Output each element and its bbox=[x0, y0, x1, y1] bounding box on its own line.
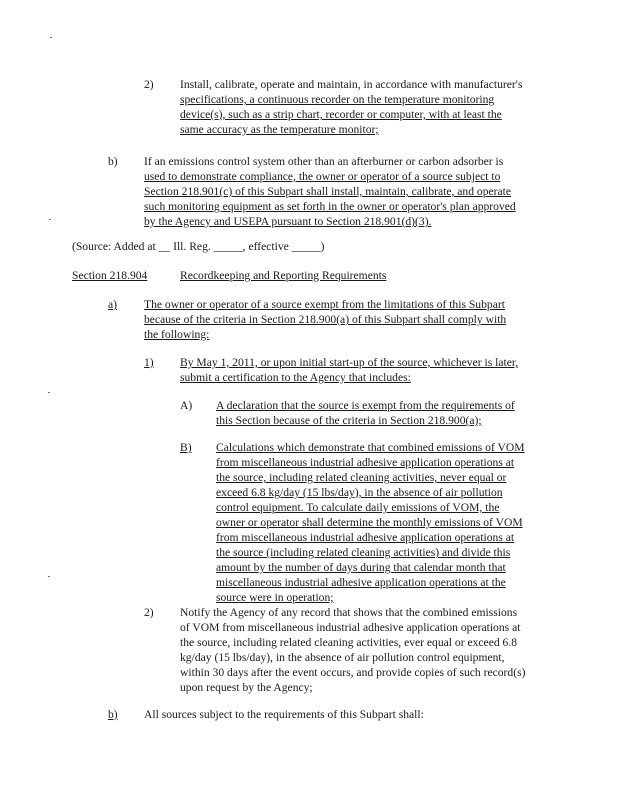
paragraph-line: the source (including related cleaning activities) and divide this bbox=[216, 546, 511, 559]
paragraph-line: used to demonstrate compliance, the owner or operator of a source subject to bbox=[144, 170, 501, 183]
paragraph-line: same accuracy as the temperature monitor; bbox=[180, 123, 379, 136]
paragraph-line: control equipment. To calculate daily emissions of VOM, the bbox=[216, 501, 500, 514]
paragraph-line: A declaration that the source is exempt from the requirements of bbox=[216, 399, 515, 412]
paragraph-line: Notify the Agency of any record that shows that the combined emissions bbox=[180, 606, 518, 619]
paragraph-line: of VOM from miscellaneous industrial adhesive application operations at bbox=[180, 621, 521, 634]
scan-speck bbox=[50, 37, 52, 38]
paragraph-line: specifications, a continuous recorder on the temperature monitoring bbox=[180, 93, 495, 106]
paragraph-line: from miscellaneous industrial adhesive application operations at bbox=[216, 531, 515, 544]
paragraph-line: this Section because of the criteria in Section 218.900(a); bbox=[216, 414, 482, 427]
paragraph-line: kg/day (15 lbs/day), in the absence of air pollution control equipment, bbox=[180, 651, 505, 664]
item-label: A) bbox=[180, 399, 193, 412]
paragraph-line: because of the criteria in Section 218.900(a) of this Subpart shall comply with bbox=[144, 313, 507, 326]
scan-speck bbox=[48, 392, 50, 393]
item-label: 1) bbox=[144, 356, 154, 369]
paragraph-line: By May 1, 2011, or upon initial start-up of the source, whichever is later, bbox=[180, 356, 519, 369]
section-title: Recordkeeping and Reporting Requirements bbox=[180, 269, 387, 282]
paragraph-line: such monitoring equipment as set forth in the owner or operator's plan approved bbox=[144, 200, 516, 213]
paragraph-line: If an emissions control system other than an afterburner or carbon adsorber is bbox=[144, 155, 504, 168]
source-note: (Source: Added at __ Ill. Reg. _____, effective _____) bbox=[72, 240, 325, 253]
paragraph-line: within 30 days after the event occurs, and provide copies of such record(s) bbox=[180, 666, 526, 679]
item-label: a) bbox=[108, 298, 118, 311]
paragraph-line: device(s), such as a strip chart, recorder or computer, with at least the bbox=[180, 108, 502, 121]
paragraph-line: miscellaneous industrial adhesive application operations at the bbox=[216, 576, 506, 589]
paragraph-line: from miscellaneous industrial adhesive application operations at bbox=[216, 456, 515, 469]
paragraph-line: owner or operator shall determine the monthly emissions of VOM bbox=[216, 516, 523, 529]
paragraph-line: Install, calibrate, operate and maintain, in accordance with manufacturer's bbox=[180, 78, 523, 91]
scan-speck bbox=[48, 576, 50, 577]
paragraph-line: All sources subject to the requirements of this Subpart shall: bbox=[144, 708, 424, 721]
paragraph-line: the source, including related cleaning activities, never equal or bbox=[216, 471, 507, 484]
paragraph-line: the source, including related cleaning activities, ever equal or exceed 6.8 bbox=[180, 636, 518, 649]
paragraph-line: the following: bbox=[144, 328, 210, 341]
section-number: Section 218.904 bbox=[72, 269, 148, 282]
scan-speck bbox=[49, 219, 51, 220]
paragraph-line: amount by the number of days during that calendar month that bbox=[216, 561, 506, 574]
item-label: b) bbox=[108, 155, 118, 168]
paragraph-line: source were in operation; bbox=[216, 591, 334, 604]
paragraph-line: The owner or operator of a source exempt from the limitations of this Subpart bbox=[144, 298, 505, 311]
item-label: 2) bbox=[144, 78, 154, 91]
paragraph-line: Section 218.901(c) of this Subpart shall install, maintain, calibrate, and operate bbox=[144, 185, 512, 198]
paragraph-line: by the Agency and USEPA pursuant to Section 218.901(d)(3). bbox=[144, 215, 432, 228]
item-label: b) bbox=[108, 708, 118, 721]
item-label: B) bbox=[180, 441, 192, 454]
paragraph-line: exceed 6.8 kg/day (15 lbs/day), in the absence of air pollution bbox=[216, 486, 503, 499]
item-label: 2) bbox=[144, 606, 154, 619]
paragraph-line: submit a certification to the Agency that includes: bbox=[180, 371, 411, 384]
paragraph-line: Calculations which demonstrate that combined emissions of VOM bbox=[216, 441, 525, 454]
paragraph-line: upon request by the Agency; bbox=[180, 681, 313, 694]
